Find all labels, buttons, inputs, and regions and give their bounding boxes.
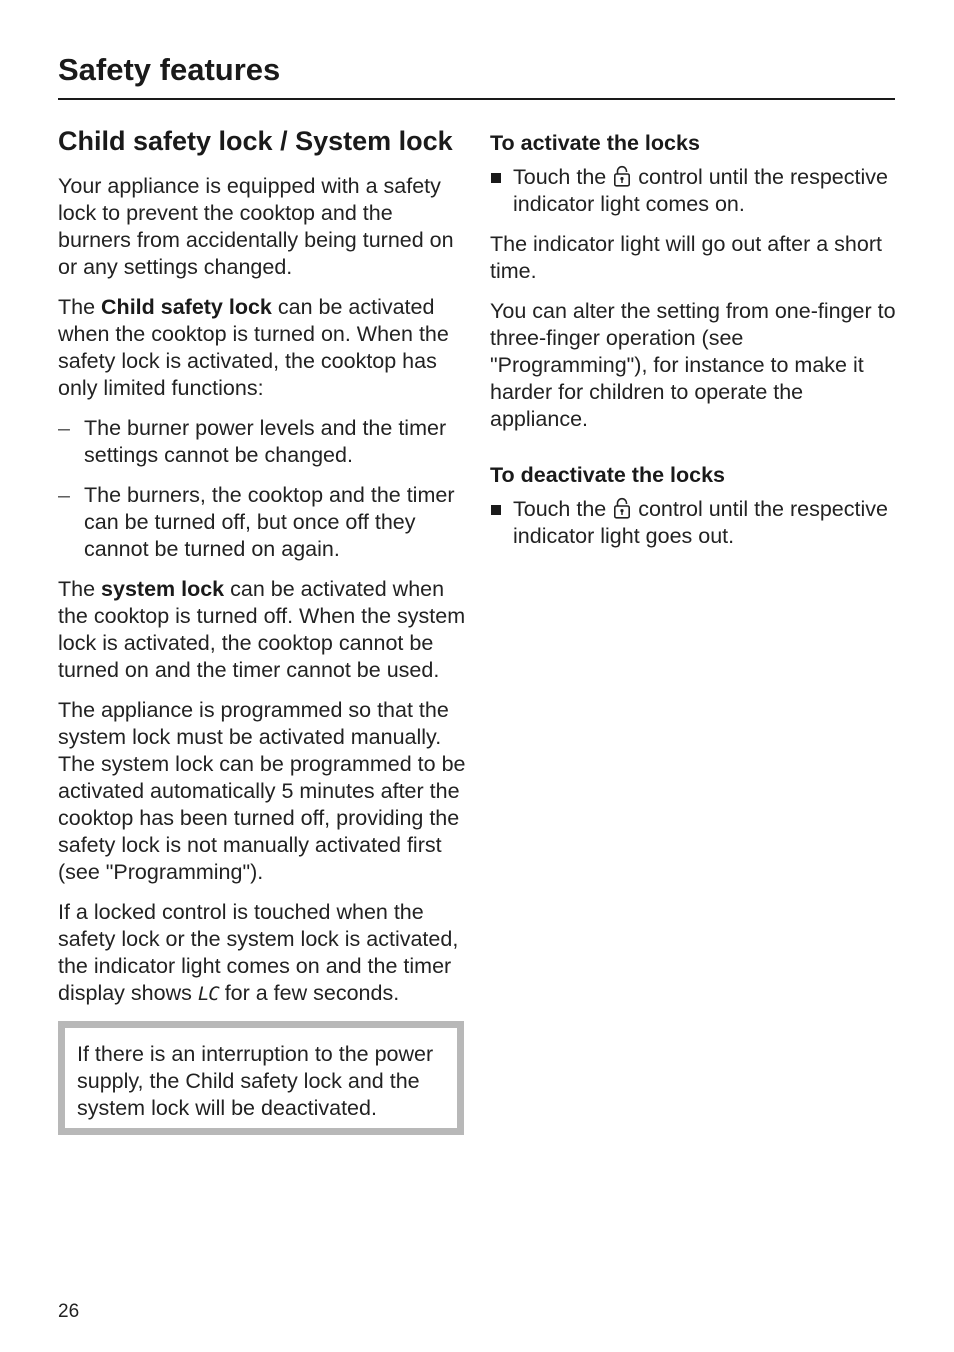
list-item-text: The burner power levels and the timer settings cannot be changed.	[84, 416, 447, 467]
square-bullet-icon	[491, 173, 501, 183]
deactivate-pre: Touch the	[513, 497, 613, 521]
system-lock-paragraph	[58, 576, 468, 684]
lc-display-code: LC	[197, 983, 219, 1005]
page-number: 26	[58, 1301, 80, 1322]
left-column	[58, 122, 468, 1135]
child-lock-paragraph	[58, 294, 468, 402]
locked-control-pre: If a locked control is touched when the safety lock or the system lock is activated, the indicator light comes on and the timer display shows	[58, 900, 459, 1005]
locked-control-post: for a few seconds.	[218, 981, 400, 1005]
dash-marker: –	[58, 483, 70, 507]
alter-setting-paragraph: You can alter the setting from one-finger to three-finger operation (see "Programming"), for instance to make it harder for children to operate the appliance.	[490, 299, 896, 431]
programmed-paragraph	[58, 697, 468, 886]
child-lock-pre: The	[58, 295, 102, 319]
section-heading: Child safety lock / System lock	[58, 126, 453, 156]
list-item	[58, 415, 468, 469]
child-lock-term: Child safety lock	[101, 295, 272, 319]
square-bullet-icon	[491, 505, 501, 515]
dash-marker: –	[58, 416, 70, 440]
system-lock-post: can be activated when the cooktop is turned off. When the system lock is activated, the cooktop cannot be turned on and the timer cannot be used.	[58, 577, 466, 682]
note-box	[58, 1021, 464, 1135]
activate-post: control until the respective indicator light comes on.	[513, 165, 888, 216]
activate-pre: Touch the	[513, 165, 613, 189]
lock-icon	[613, 165, 631, 187]
programmed-line-1: The appliance is programmed so that the system lock must be activated manually.	[58, 698, 449, 749]
activate-heading: To activate the locks	[490, 131, 700, 155]
right-column	[490, 128, 900, 563]
activate-step	[490, 164, 900, 218]
intro-paragraph: Your appliance is equipped with a safety lock to prevent the cooktop and the burners from accidentally being turned on or any settings changed.	[58, 174, 454, 279]
lock-icon	[613, 497, 631, 519]
list-item	[58, 482, 468, 563]
list-item-text: The burners, the cooktop and the timer can be turned off, but once off they cannot be turned on again.	[84, 483, 455, 561]
limited-functions-list	[58, 415, 468, 563]
child-lock-post: can be activated when the cooktop is turned on. When the safety lock is activated, the cooktop has only limited functions:	[58, 295, 449, 400]
page-title: Safety features	[58, 52, 281, 87]
deactivate-heading: To deactivate the locks	[490, 463, 725, 487]
indicator-note: The indicator light will go out after a short time.	[490, 232, 882, 283]
system-lock-pre: The	[58, 577, 102, 601]
system-lock-term: system lock	[101, 577, 225, 601]
page-header	[58, 50, 895, 100]
deactivate-post: control until the respective indicator light goes out.	[513, 497, 888, 548]
deactivate-step	[490, 496, 900, 550]
locked-control-paragraph	[58, 899, 468, 1008]
programmed-line-2: The system lock can be programmed to be activated automatically 5 minutes after the cooktop has been turned off, providing the safety lock is not manually activated first (see "Programming").	[58, 752, 466, 884]
note-text: If there is an interruption to the power supply, the Child safety lock and the system lock will be deactivated.	[77, 1042, 434, 1120]
